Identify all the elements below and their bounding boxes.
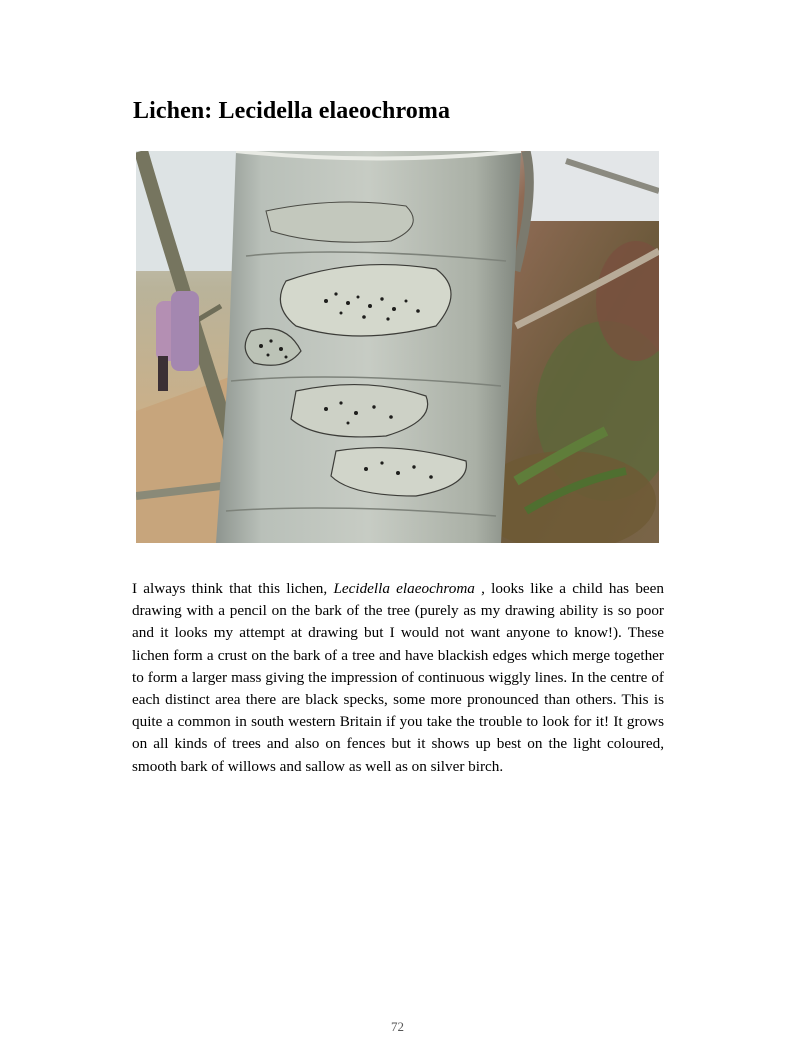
paragraph-rest: , looks like a child has been drawing with a pencil on the bark of the tree (purely as my drawing ability is so poor and it looks my attempt at drawing but I would not want anyone to know!). These lichen form a crust on the bark of a tree and have blackish edges which merge together to form a larger mass giving the impression of continuous wiggly lines. In the centre of each distinct area there are black specks, some more pronounced than others. This is quite a common in south western Britain if you take the trouble to look for it! It grows on all kinds of trees and also on fences but it shows up best on the light coloured, smooth bark of willows and sallow as well as on silver birch. [132,580,664,775]
body-paragraph [132,578,664,778]
page-title: Lichen: Lecidella elaeochroma [133,98,451,124]
lichen-photo [136,151,659,543]
page-number: 72 [391,1019,404,1034]
paragraph-intro: I always think that this lichen, [132,580,334,597]
species-name: Lecidella elaeochroma [333,580,475,597]
